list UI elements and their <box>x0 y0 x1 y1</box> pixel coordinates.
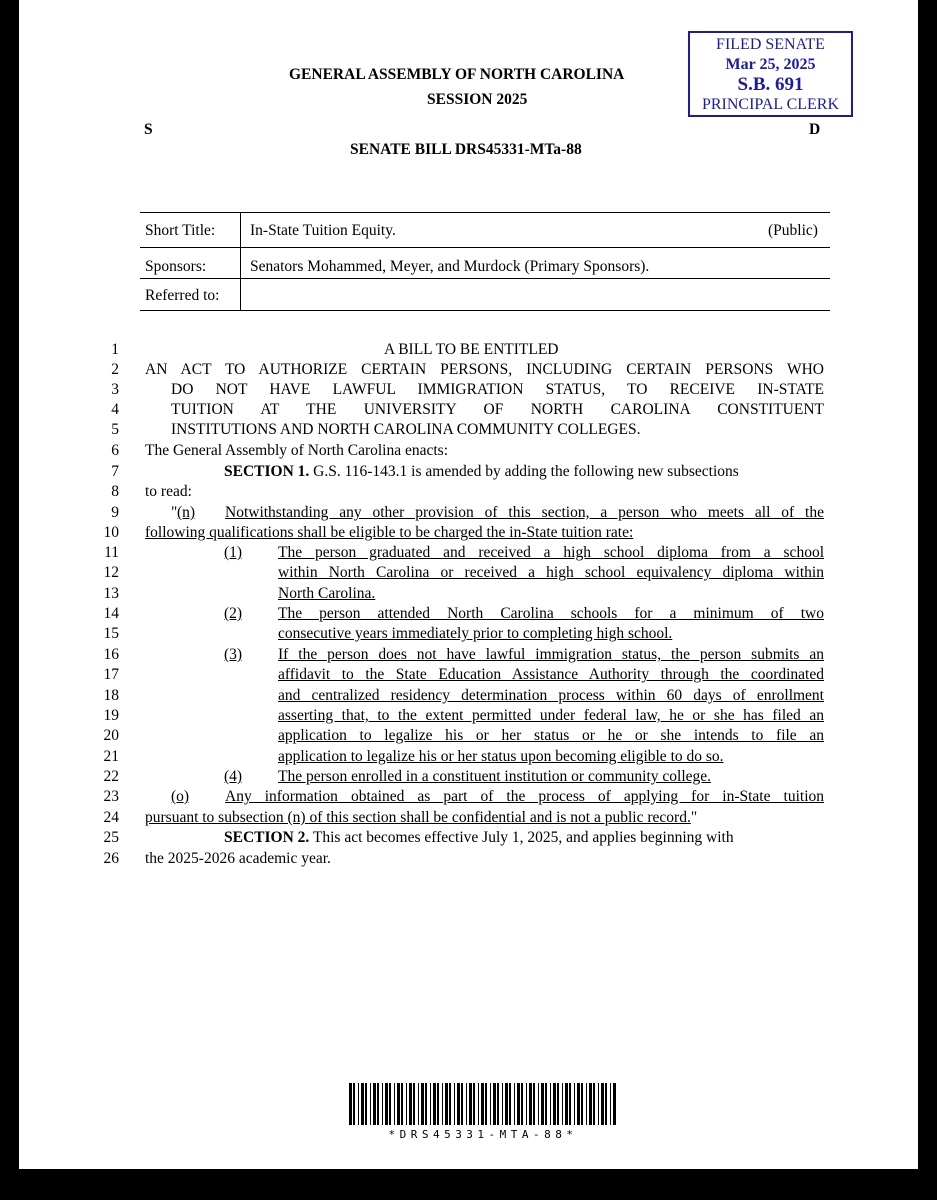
item-3-line-1: If the person does not have lawful immigration status, the person submits an <box>278 646 824 663</box>
item-3-line-4: asserting that, to the extent permitted under federal law, he or she has filed an <box>278 707 824 724</box>
line-number: 24 <box>103 809 119 826</box>
barcode-bar <box>517 1083 520 1125</box>
line-number: 21 <box>103 748 119 765</box>
subsection-n-label: (n) <box>177 504 196 521</box>
barcode-bar <box>409 1083 412 1125</box>
chamber-marker-right: D <box>809 121 821 138</box>
barcode-bar <box>493 1083 496 1125</box>
barcode-bar <box>473 1083 475 1125</box>
line-number: 19 <box>103 707 119 724</box>
barcode-bar <box>413 1083 415 1125</box>
barcode-bar <box>521 1083 523 1125</box>
stamp-clerk: PRINCIPAL CLERK <box>701 96 840 113</box>
barcode-bar <box>449 1083 451 1125</box>
act-title-line-1: AN ACT TO AUTHORIZE CERTAIN PERSONS, INCLUDING CERTAIN PERSONS WHO <box>145 361 824 378</box>
line-number: 3 <box>111 381 119 398</box>
filing-stamp <box>688 31 853 117</box>
barcode-bar <box>418 1083 419 1125</box>
line-number: 15 <box>103 625 119 642</box>
item-4-line-1: The person enrolled in a constituent institution or community college. <box>278 768 712 785</box>
bill-type: (Public) <box>768 222 818 239</box>
barcode-bar <box>394 1083 395 1125</box>
barcode-bar <box>589 1083 592 1125</box>
line-number: 14 <box>103 605 119 622</box>
assembly-heading: GENERAL ASSEMBLY OF NORTH CAROLINA <box>289 66 625 83</box>
barcode-bar <box>541 1083 544 1125</box>
barcode-bar <box>562 1083 563 1125</box>
line-number: 22 <box>103 768 119 785</box>
line-number: 25 <box>103 829 119 846</box>
line-number: 6 <box>111 442 119 459</box>
bill-id-heading: SENATE BILL DRS45331-MTa-88 <box>350 141 582 158</box>
subsection-o-line-2 <box>145 808 697 828</box>
barcode-bar <box>370 1083 371 1125</box>
item-1-line-2: within North Carolina or received a high school equivalency diploma within <box>278 564 824 581</box>
sponsors-label: Sponsors: <box>145 258 207 275</box>
barcode-bar <box>377 1083 379 1125</box>
bill-page <box>19 0 918 1169</box>
barcode-bar <box>485 1083 487 1125</box>
barcode-bar <box>461 1083 463 1125</box>
line-number: 8 <box>111 483 119 500</box>
barcode-bar <box>361 1083 364 1125</box>
barcode-bar <box>406 1083 407 1125</box>
line-number: 2 <box>111 361 119 378</box>
barcode-bar <box>421 1083 424 1125</box>
line-number: 11 <box>104 544 119 561</box>
item-2-line-2: consecutive years immediately prior to completing high school. <box>278 625 673 642</box>
barcode-bar <box>454 1083 455 1125</box>
barcode-bar <box>382 1083 383 1125</box>
barcode-bar <box>349 1083 352 1125</box>
barcode-bar <box>373 1083 376 1125</box>
section-1-cont: to read: <box>145 483 192 500</box>
barcode-bar <box>358 1083 359 1125</box>
stamp-filed-label: FILED SENATE <box>716 36 825 53</box>
barcode-bar <box>514 1083 515 1125</box>
line-number: 26 <box>103 850 119 867</box>
barcode-bar <box>466 1083 467 1125</box>
item-3-label: (3) <box>224 646 243 663</box>
subsection-o-label: (o) <box>171 788 190 805</box>
item-1-label: (1) <box>224 544 243 561</box>
meta-rule-top <box>140 212 830 213</box>
barcode-bar <box>586 1083 587 1125</box>
barcode-bar <box>497 1083 499 1125</box>
barcode-bar <box>598 1083 599 1125</box>
barcode-bar <box>553 1083 556 1125</box>
item-4-label: (4) <box>224 768 243 785</box>
barcode-bar <box>577 1083 580 1125</box>
line-number: 10 <box>103 524 119 541</box>
barcode-bar <box>445 1083 448 1125</box>
barcode-text: *DRS45331-MTA-88* <box>388 1128 578 1141</box>
subsection-o-line-2-text: pursuant to subsection (n) of this section shall be confidential and is not a public record. <box>145 809 691 826</box>
line-number: 17 <box>103 666 119 683</box>
barcode-bar <box>490 1083 491 1125</box>
act-title-line-3: TUITION AT THE UNIVERSITY OF NORTH CAROLINA CONSTITUENT <box>171 401 824 418</box>
meta-rule-1 <box>140 247 830 248</box>
meta-rule-2 <box>140 278 830 279</box>
item-1-line-3: North Carolina. <box>278 585 376 602</box>
item-2-line-1: The person attended North Carolina schools for a minimum of two <box>278 605 824 622</box>
referred-label: Referred to: <box>145 287 220 304</box>
barcode-bar <box>365 1083 367 1125</box>
subsection-o-line-1: Any information obtained as part of the process of applying for in-State tuition <box>225 788 824 805</box>
barcode-bar <box>401 1083 403 1125</box>
subsection-n-line-2: following qualifications shall be eligible to be charged the in-State tuition rate: <box>145 524 634 541</box>
barcode-bar <box>425 1083 427 1125</box>
stamp-bill-number: S.B. 691 <box>737 74 804 95</box>
barcode-bar <box>442 1083 443 1125</box>
item-2-label: (2) <box>224 605 243 622</box>
section-2-heading <box>224 828 824 848</box>
barcode-bar <box>610 1083 611 1125</box>
bill-entitled: A BILL TO BE ENTITLED <box>384 341 559 358</box>
short-title-value: In-State Tuition Equity. <box>250 222 396 239</box>
barcode-bar <box>478 1083 479 1125</box>
barcode-bar <box>557 1083 559 1125</box>
barcode-bar <box>569 1083 571 1125</box>
barcode-bar <box>353 1083 355 1125</box>
subsection-n-line-1: Notwithstanding any other provision of this section, a person who meets all of the <box>225 504 824 521</box>
barcode-bar <box>545 1083 547 1125</box>
barcode-bar <box>565 1083 568 1125</box>
section-1-text: G.S. 116-143.1 is amended by adding the following new subsections <box>313 463 739 480</box>
line-number: 16 <box>103 646 119 663</box>
section-2-cont: the 2025-2026 academic year. <box>145 850 331 867</box>
barcode-bar <box>457 1083 460 1125</box>
meta-divider <box>240 212 241 310</box>
sponsors-value: Senators Mohammed, Meyer, and Murdock (Primary Sponsors). <box>250 258 650 275</box>
line-number: 4 <box>111 401 119 418</box>
act-title-line-4: INSTITUTIONS AND NORTH CAROLINA COMMUNITY COLLEGES. <box>171 421 641 438</box>
item-3-line-5: application to legalize his or her status or he or she intends to file an <box>278 727 824 744</box>
barcode-bar <box>502 1083 503 1125</box>
barcode-bar <box>526 1083 527 1125</box>
line-number: 23 <box>103 788 119 805</box>
enacting-clause: The General Assembly of North Carolina enacts: <box>145 442 449 459</box>
barcode-bar <box>481 1083 484 1125</box>
barcode-bar <box>509 1083 511 1125</box>
line-number: 9 <box>111 504 119 521</box>
barcode-bar <box>581 1083 583 1125</box>
act-title-line-2: DO NOT HAVE LAWFUL IMMIGRATION STATUS, TO RECEIVE IN-STATE <box>171 381 824 398</box>
barcode-bar <box>613 1083 616 1125</box>
barcode-bar <box>389 1083 391 1125</box>
item-3-line-3: and centralized residency determination process within 60 days of enrollment <box>278 687 824 704</box>
line-number: 20 <box>103 727 119 744</box>
barcode-bar <box>574 1083 575 1125</box>
section-1-label: SECTION 1. <box>224 463 310 480</box>
item-1-line-1: The person graduated and received a high school diploma from a school <box>278 544 824 561</box>
line-number: 13 <box>103 585 119 602</box>
section-1-heading <box>224 462 824 482</box>
closing-quote: " <box>690 809 698 826</box>
line-number: 7 <box>111 463 119 480</box>
section-2-text: This act becomes effective July 1, 2025, and applies beginning with <box>312 829 734 846</box>
barcode-bar <box>397 1083 400 1125</box>
barcode-bar <box>550 1083 551 1125</box>
subsection-n-quote: " <box>171 504 178 521</box>
barcode-bar <box>538 1083 539 1125</box>
item-3-line-2: affidavit to the State Education Assistance Authority through the coordinated <box>278 666 824 683</box>
meta-rule-bottom <box>140 310 830 311</box>
line-number: 12 <box>103 564 119 581</box>
short-title-label: Short Title: <box>145 222 216 239</box>
chamber-marker-left: S <box>144 121 153 138</box>
barcode-bar <box>605 1083 607 1125</box>
barcode-bar <box>529 1083 532 1125</box>
barcode-bar <box>433 1083 436 1125</box>
barcode-bar <box>469 1083 472 1125</box>
stamp-date: Mar 25, 2025 <box>725 56 816 73</box>
barcode-bar <box>593 1083 595 1125</box>
section-2-label: SECTION 2. <box>224 829 310 846</box>
item-3-line-6: application to legalize his or her status upon becoming eligible to do so. <box>278 748 724 765</box>
barcode-bar <box>430 1083 431 1125</box>
line-number: 5 <box>111 421 119 438</box>
barcode <box>349 1083 617 1125</box>
line-number: 1 <box>111 341 119 358</box>
barcode-bar <box>505 1083 508 1125</box>
barcode-bar <box>437 1083 439 1125</box>
line-number: 18 <box>103 687 119 704</box>
session-heading: SESSION 2025 <box>427 91 528 108</box>
barcode-bar <box>601 1083 604 1125</box>
barcode-bar <box>533 1083 535 1125</box>
barcode-bar <box>385 1083 388 1125</box>
